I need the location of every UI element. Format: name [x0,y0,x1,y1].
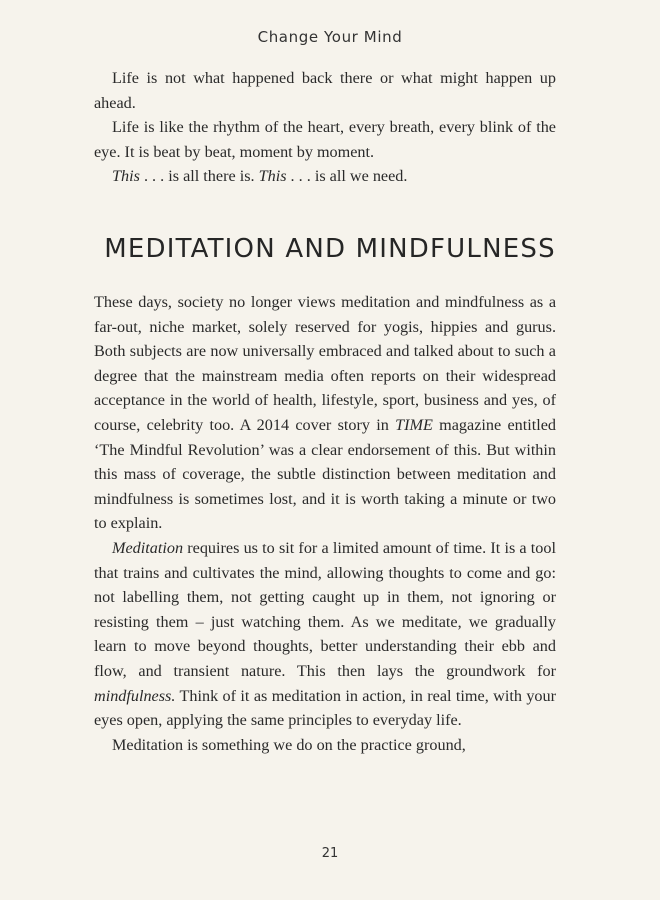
intro-paragraph-2: Life is like the rhythm of the heart, every breath, every blink of the eye. It is beat by beat, moment by moment. [94,118,556,161]
emphasis-this-1: This [112,167,140,186]
body-p1-part-a: These days, society no longer views meditation and mindfulness as a far-out, niche market, solely reserved for yogis, hippies and gurus. Both subjects are now universally embraced and talked about to such a degree that the mainstream media often reports on their widespread acceptance in the world of health, lifestyle, sport, business and yes, of course, celebrity too. A 2014 cover story in [94,293,556,434]
body-paragraph-3: Meditation is something we do on the practice ground, [112,735,466,754]
body-paragraph-1 [94,290,556,536]
intro-p3-end: . . . is all we need. [286,167,408,186]
emphasis-this-2: This [258,167,287,186]
emphasis-mindfulness: mindfulness. [94,686,176,705]
body-p2-part-a: requires us to sit for a limited amount of time. It is a tool that trains and cultivates the mind, allowing thoughts to come and go: not labelling them, not getting caught up in them, not ignoring or resisting them – just watching them. As we meditate, we gradually learn to move beyond thoughts, better understanding their ebb and flow, and transient nature. This then lays the groundwork for [94,538,556,680]
emphasis-time: TIME [395,415,433,434]
body-p2-part-b: Think of it as meditation in action, in real time, with your eyes open, applying the same principles to everyday life. [94,686,556,730]
body-p1-part-b: magazine entitled ‘The Mindful Revolution’ was a clear endorsement of this. But within this mass of coverage, the subtle distinction between meditation and mindfulness is sometimes lost, and it is worth taking a minute or two to explain. [94,415,557,533]
intro-paragraph-1: Life is not what happened back there or what might happen up ahead. [94,69,556,112]
running-header: Change Your Mind [257,28,403,46]
body-text [94,290,556,757]
intro-text [94,66,556,189]
emphasis-meditation: Meditation [112,538,184,557]
body-paragraph-2 [94,536,556,733]
intro-p3-mid: . . . is all there is. [139,167,259,186]
section-heading: MEDITATION AND MINDFULNESS [104,234,556,264]
page-number: 21 [321,846,339,861]
intro-paragraph-3 [94,164,556,189]
